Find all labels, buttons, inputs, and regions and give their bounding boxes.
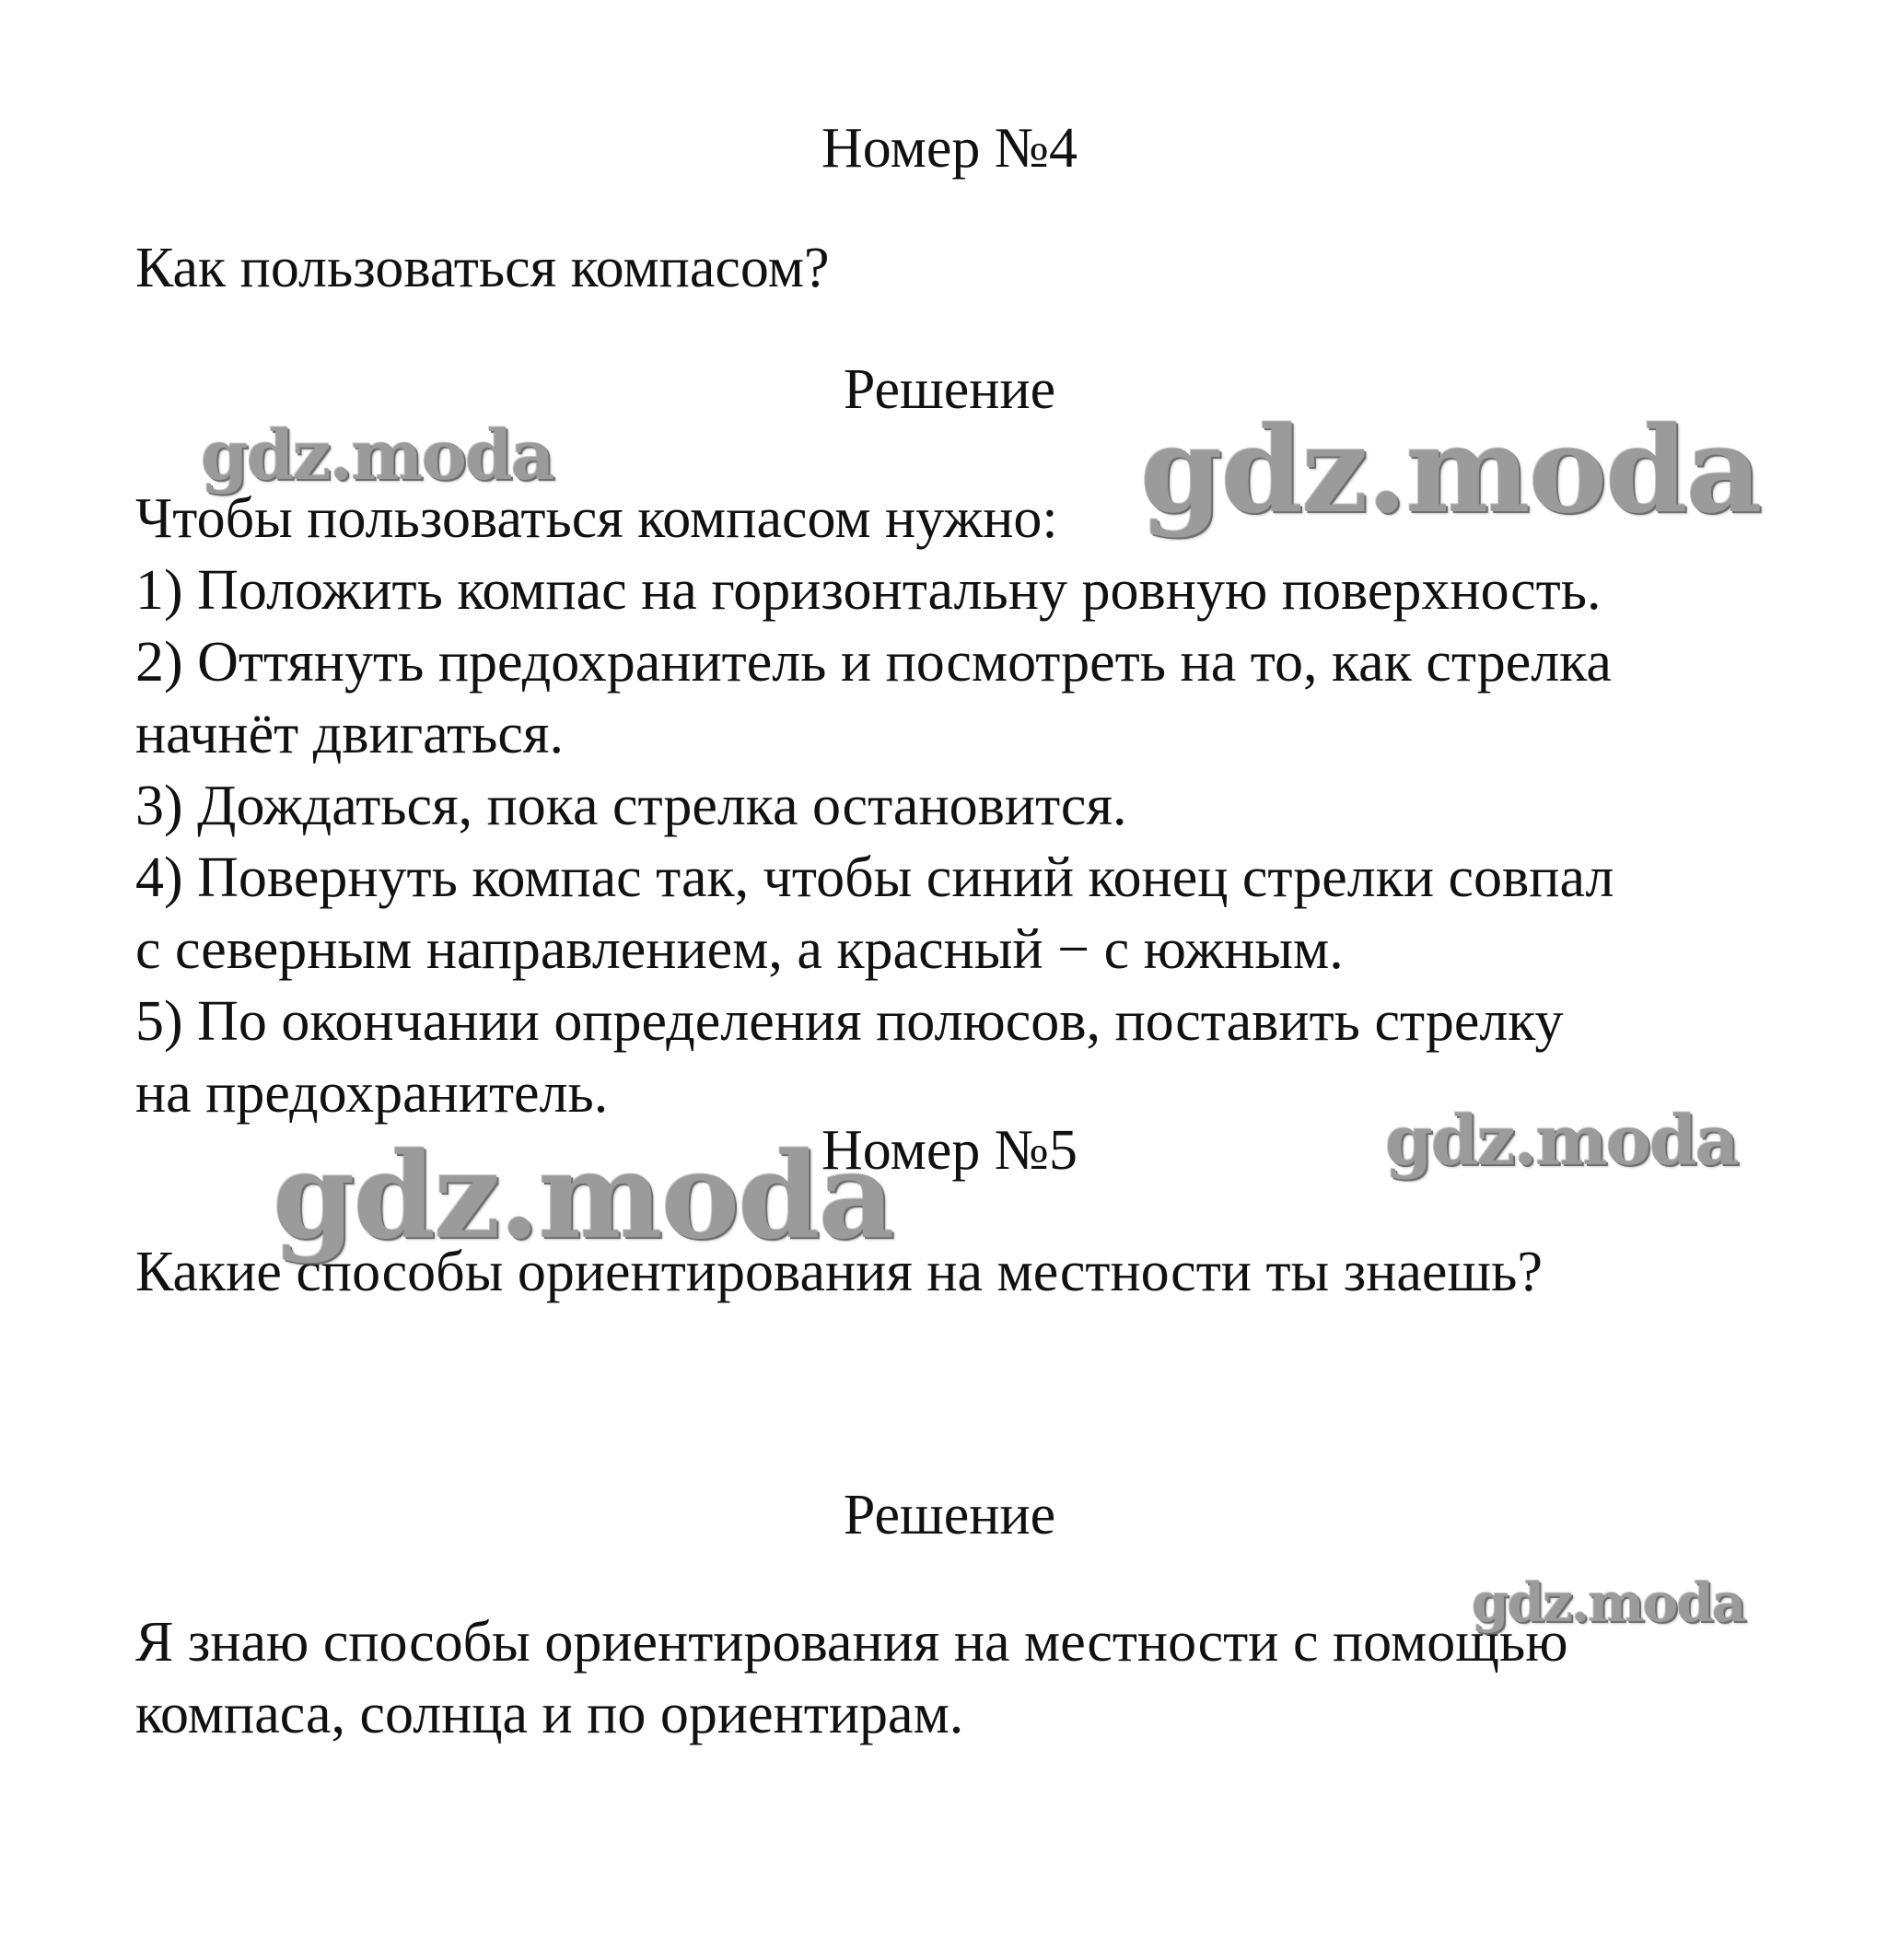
task4-answer-line: 4) Повернуть компас так, чтобы синий конец стрелки совпал xyxy=(135,846,1614,909)
task5-solution-label: Решение xyxy=(843,1484,1056,1546)
task5-answer-line: компаса, солнца и по ориентирам. xyxy=(135,1683,964,1745)
watermark-logo: gdz.moda xyxy=(201,416,553,496)
task4-answer-line: 2) Оттянуть предохранитель и посмотреть на то, как стрелка xyxy=(135,631,1612,694)
task4-answer-line: начнёт двигаться. xyxy=(135,703,564,765)
task4-question xyxy=(135,232,1793,304)
task5-title: Номер №5 xyxy=(821,1119,1078,1182)
task4-answer-line: на предохранитель. xyxy=(135,1062,609,1125)
watermark-logo: gdz.moda xyxy=(1385,1102,1738,1181)
task4-answer-line: 1) Положить компас на горизонтальну ровную поверхность. xyxy=(135,559,1602,622)
watermark-logo: gdz.moda xyxy=(1140,402,1761,540)
task4-question-text: Как пользоваться компасом? xyxy=(135,237,830,299)
task4-answer-line: с северным направлением, а красный − с южным. xyxy=(135,918,1344,981)
task4-title: Номер №4 xyxy=(821,117,1078,180)
task4-answer-line: Чтобы пользоваться компасом нужно: xyxy=(135,487,1058,550)
task4-answer-line: 5) По окончании определения полюсов, поставить стрелку xyxy=(135,990,1564,1053)
task4-answer xyxy=(135,483,1793,1129)
task5-question-text: Какие способы ориентирования на местности ты знаешь? xyxy=(135,1241,1543,1303)
watermark-logo: gdz.moda xyxy=(1472,1571,1745,1634)
task5-answer-line: Я знаю способы ориентирования на местности с помощью xyxy=(135,1611,1568,1674)
task4-solution-label: Решение xyxy=(843,358,1056,421)
task4-answer-line: 3) Дождаться, пока стрелка остановится. xyxy=(135,775,1127,837)
watermark-logo: gdz.moda xyxy=(273,1127,893,1266)
